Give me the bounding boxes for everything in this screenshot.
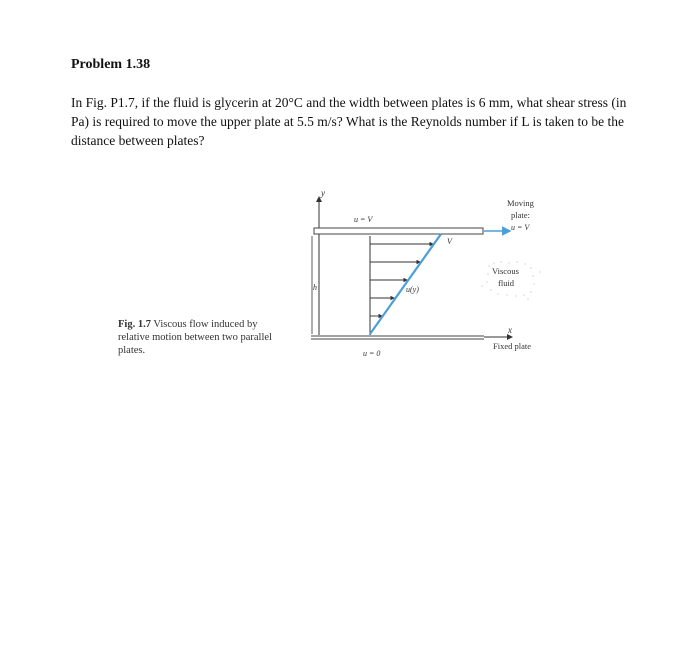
problem-title: Problem 1.38: [71, 57, 151, 72]
moving-plate: [314, 228, 483, 234]
top-velocity-label: u = V: [354, 215, 373, 224]
y-axis-label: y: [321, 188, 325, 198]
viscous-fluid-label-2: fluid: [498, 278, 515, 288]
velocity-profile-line: [370, 234, 441, 334]
viscous-fluid-label-1: Viscous: [492, 266, 519, 276]
x-axis-label: x: [508, 325, 512, 335]
moving-plate-label-2: plate:: [511, 210, 530, 220]
moving-plate-label-3: u = V: [511, 223, 530, 232]
bottom-velocity-label: u = 0: [363, 349, 381, 358]
figure-caption-text: Viscous flow induced by relative motion between two parallel plates.: [118, 319, 272, 356]
gap-label: h: [313, 283, 317, 292]
profile-label: u(y): [406, 285, 419, 294]
edge-velocity-label: V: [447, 237, 452, 246]
figure-caption-label: Fig. 1.7: [118, 319, 151, 330]
moving-plate-label-1: Moving: [507, 198, 534, 208]
problem-statement: In Fig. P1.7, if the fluid is glycerin at 20°C and the width between plates is 6 mm, what shear stress (in Pa) is required to move the upper plate at 5.5 m/s? What is the Reynolds number if L is taken to be the distance between plates?: [71, 95, 627, 148]
fixed-plate-label: Fixed plate: [493, 341, 532, 351]
